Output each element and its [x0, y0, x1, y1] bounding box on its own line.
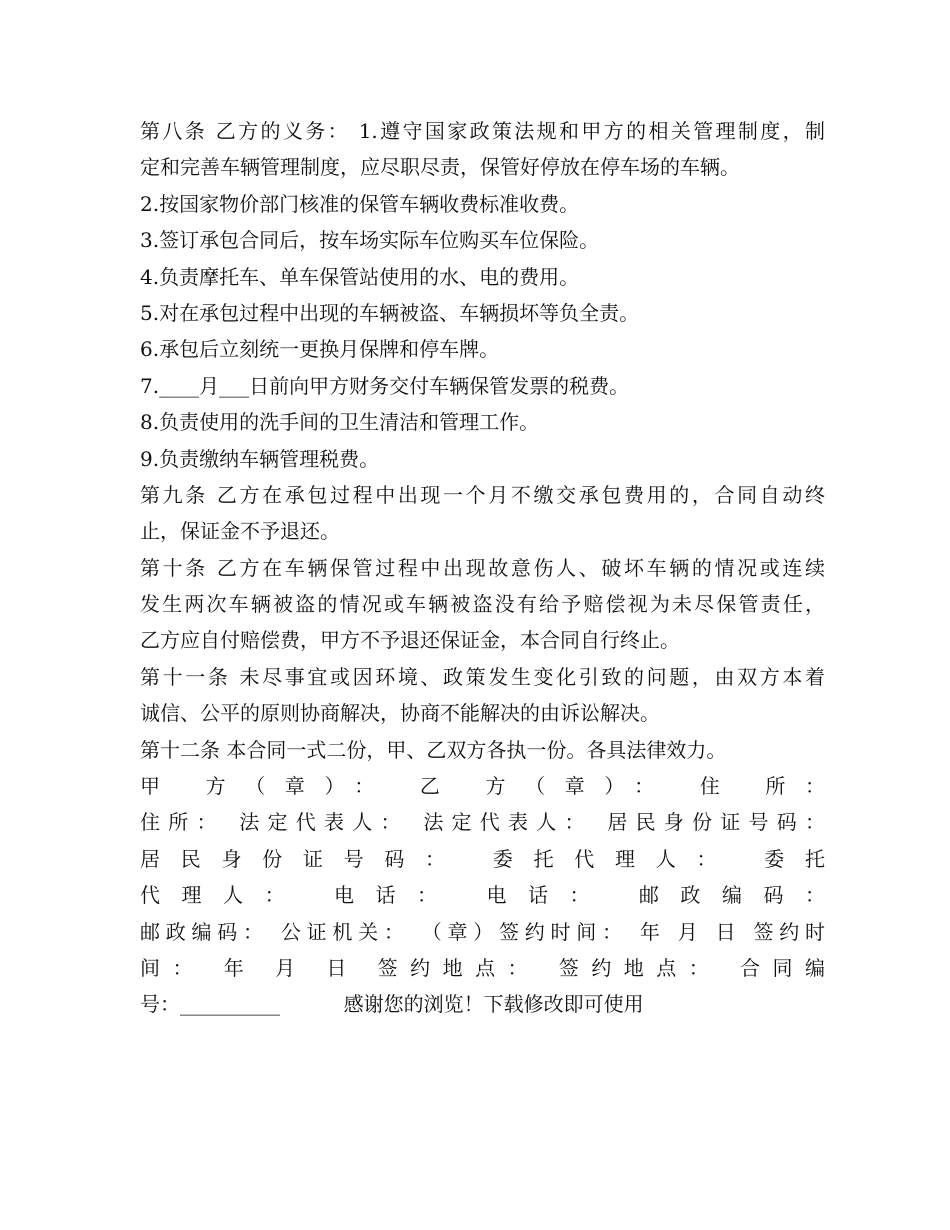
document-line: 诚信、公平的原则协商解决，协商不能解决的由诉讼解决。: [140, 701, 660, 726]
document-line: 甲 方（章）： 乙 方（章）： 住 所：: [140, 774, 825, 799]
document-line: 居民身份证号码： 委托代理人： 委托: [140, 846, 825, 871]
document-body: [140, 113, 825, 1023]
document-line: 第八条 乙方的义务： 1.遵守国家政策法规和甲方的相关管理制度，制: [140, 119, 825, 143]
document-line: 发生两次车辆被盗的情况或车辆被盗没有给予赔偿视为未尽保管责任，: [140, 592, 825, 617]
document-line: 乙方应自付赔偿费，甲方不予退还保证金，本合同自行终止。: [140, 628, 680, 653]
document-line: 第十二条 本合同一式二份，甲、乙双方各执一份。各具法律效力。: [140, 737, 727, 762]
document-line: 间： 年 月 日 签约地点： 签约地点： 合同编: [140, 955, 825, 980]
document-line: 5.对在承包过程中出现的车辆被盗、车辆损坏等负全责。: [140, 300, 640, 325]
document-line: 邮政编码： 公证机关： （章）签约时间： 年 月 日 签约时: [140, 919, 825, 944]
document-line: 2.按国家物价部门核准的保管车辆收费标准收费。: [140, 191, 580, 216]
document-line: 9.负责缴纳车辆管理税费。: [140, 446, 380, 471]
document-line: 第十条 乙方在车辆保管过程中出现故意伤人、破坏车辆的情况或连续: [140, 555, 825, 580]
document-line: 住所： 法定代表人： 法定代表人： 居民身份证号码：: [140, 810, 825, 835]
document-line: 代理人： 电话： 电话： 邮政编码：: [140, 883, 825, 908]
document-line: 定和完善车辆管理制度，应尽职尽责，保管好停放在停车场的车辆。: [140, 155, 740, 180]
document-line: 7.____月___日前向甲方财务交付车辆保管发票的税费。: [140, 373, 630, 398]
document-line: 6.承包后立刻统一更换月保牌和停车牌。: [140, 337, 500, 362]
document-line: 8.负责使用的洗手间的卫生清洁和管理工作。: [140, 410, 540, 435]
document-line: 止，保证金不予退还。: [140, 519, 340, 544]
document-line: 4.负责摩托车、单车保管站使用的水、电的费用。: [140, 264, 580, 289]
document-line: 第十一条 未尽事宜或因环境、政策发生变化引致的问题，由双方本着: [140, 664, 825, 689]
document-line: 3.签订承包合同后，按车场实际车位购买车位保险。: [140, 228, 600, 253]
document-line: 第九条 乙方在承包过程中出现一个月不缴交承包费用的，合同自动终: [140, 482, 825, 507]
document-line: 号：__________ 感谢您的浏览！下载修改即可使用: [140, 992, 644, 1017]
